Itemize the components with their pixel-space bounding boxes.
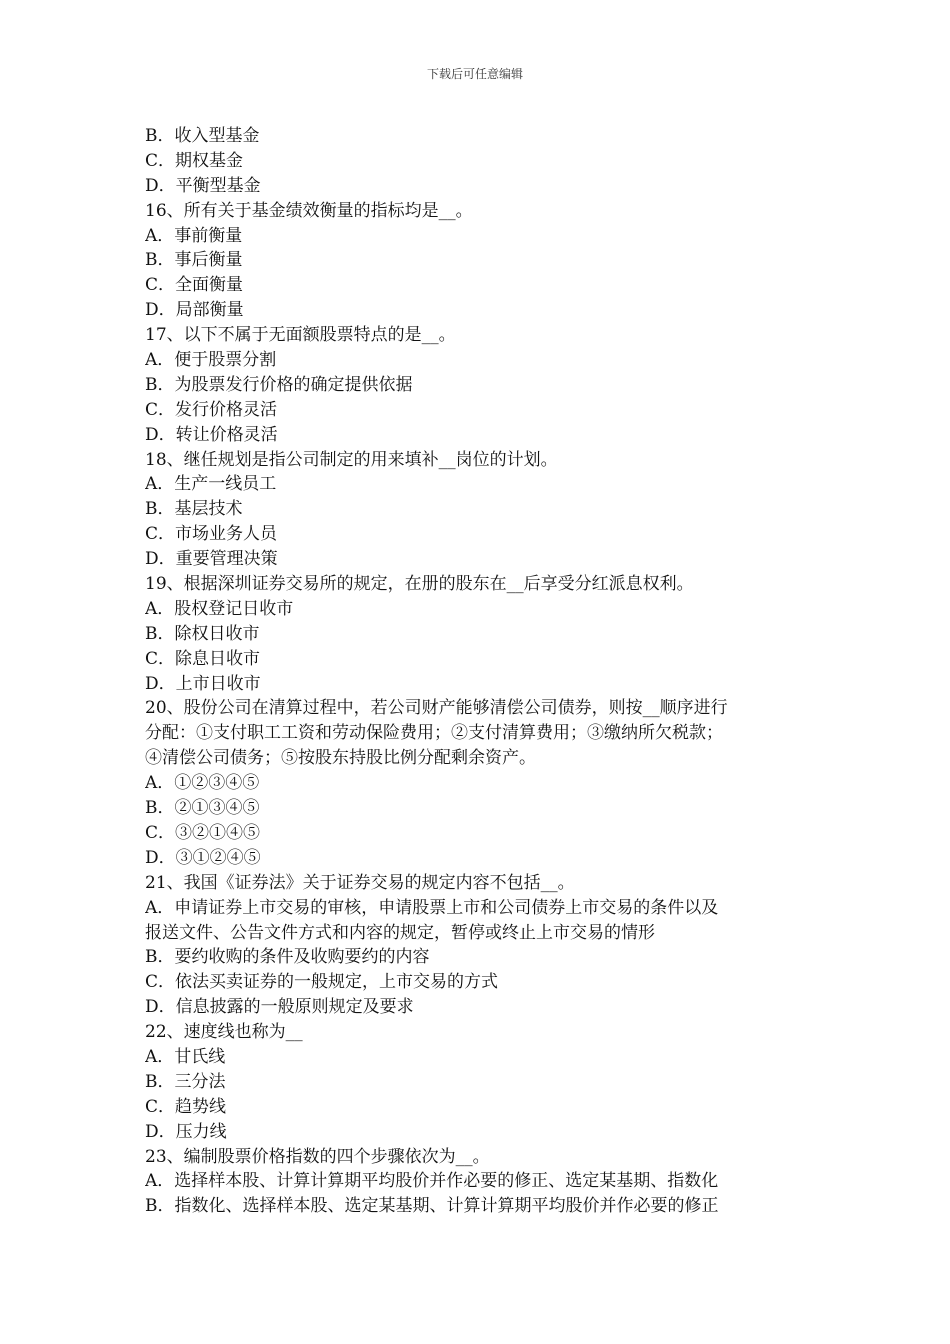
text-line: B．②①③④⑤: [145, 798, 260, 819]
text-line: D．上市日收市: [145, 673, 261, 694]
text-line: B．事后衡量: [145, 250, 243, 271]
text-line: C．发行价格灵活: [145, 399, 278, 420]
text-line: A．申请证券上市交易的审核，申请股票上市和公司债券上市交易的条件以及: [145, 897, 719, 918]
text-line: A．生产一线员工: [145, 474, 277, 495]
text-line: A．股权登记日收市: [145, 598, 294, 619]
text-line: C．期权基金: [145, 150, 244, 171]
text-line: B．三分法: [145, 1071, 226, 1092]
text-line: 21、我国《证券法》关于证券交易的规定内容不包括__。: [145, 872, 575, 893]
text-line: D．平衡型基金: [145, 175, 261, 196]
text-line: ④清偿公司债务；⑤按股东持股比例分配剩余资产。: [145, 748, 536, 769]
text-line: D．重要管理决策: [145, 549, 278, 570]
text-line: 18、继任规划是指公司制定的用来填补__岗位的计划。: [145, 449, 558, 470]
text-line: A．便于股票分割: [145, 350, 277, 371]
text-line: C．市场业务人员: [145, 524, 278, 545]
text-line: A．①②③④⑤: [145, 773, 260, 794]
text-line: 22、速度线也称为__: [145, 1022, 303, 1043]
text-line: A．甘氏线: [145, 1046, 226, 1067]
text-line: A．事前衡量: [145, 225, 243, 246]
text-line: 23、编制股票价格指数的四个步骤依次为__。: [145, 1146, 490, 1167]
text-line: B．基层技术: [145, 499, 243, 520]
text-line: 分配：①支付职工工资和劳动保险费用；②支付清算费用；③缴纳所欠税款；: [145, 723, 723, 744]
text-line: C．趋势线: [145, 1096, 227, 1117]
document-body: [145, 124, 810, 1219]
page-header: 下载后可任意编辑: [426, 67, 523, 81]
text-line: B．收入型基金: [145, 126, 260, 146]
text-line: 19、根据深圳证券交易所的规定，在册的股东在__后享受分红派息权利。: [145, 574, 694, 595]
text-line: B．除权日收市: [145, 623, 260, 644]
text-line: C．全面衡量: [145, 275, 244, 296]
text-line: D．压力线: [145, 1121, 227, 1142]
text-line: D．信息披露的一般原则规定及要求: [145, 997, 414, 1018]
text-line: D．转让价格灵活: [145, 424, 278, 445]
text-line: A．选择样本股、计算计算期平均股价并作必要的修正、选定某基期、指数化: [145, 1171, 719, 1192]
text-line: 16、所有关于基金绩效衡量的指标均是__。: [145, 200, 473, 221]
text-line: 17、以下不属于无面额股票特点的是__。: [145, 325, 456, 346]
text-line: D．局部衡量: [145, 300, 244, 321]
text-line: B．为股票发行价格的确定提供依据: [145, 374, 413, 395]
text-line: B．要约收购的条件及收购要约的内容: [145, 947, 430, 968]
text-line: B．指数化、选择样本股、选定某基期、计算计算期平均股价并作必要的修正: [145, 1196, 719, 1217]
text-line: C．依法买卖证券的一般规定，上市交易的方式: [145, 972, 499, 993]
text-line: 20、股份公司在清算过程中，若公司财产能够清偿公司债券，则按__顺序进行: [145, 698, 728, 719]
text-line: C．除息日收市: [145, 648, 261, 669]
text-line: C．③②①④⑤: [145, 822, 261, 843]
text-line: D．③①②④⑤: [145, 847, 261, 868]
text-line: 报送文件、公告文件方式和内容的规定，暂停或终止上市交易的情形: [145, 922, 655, 943]
